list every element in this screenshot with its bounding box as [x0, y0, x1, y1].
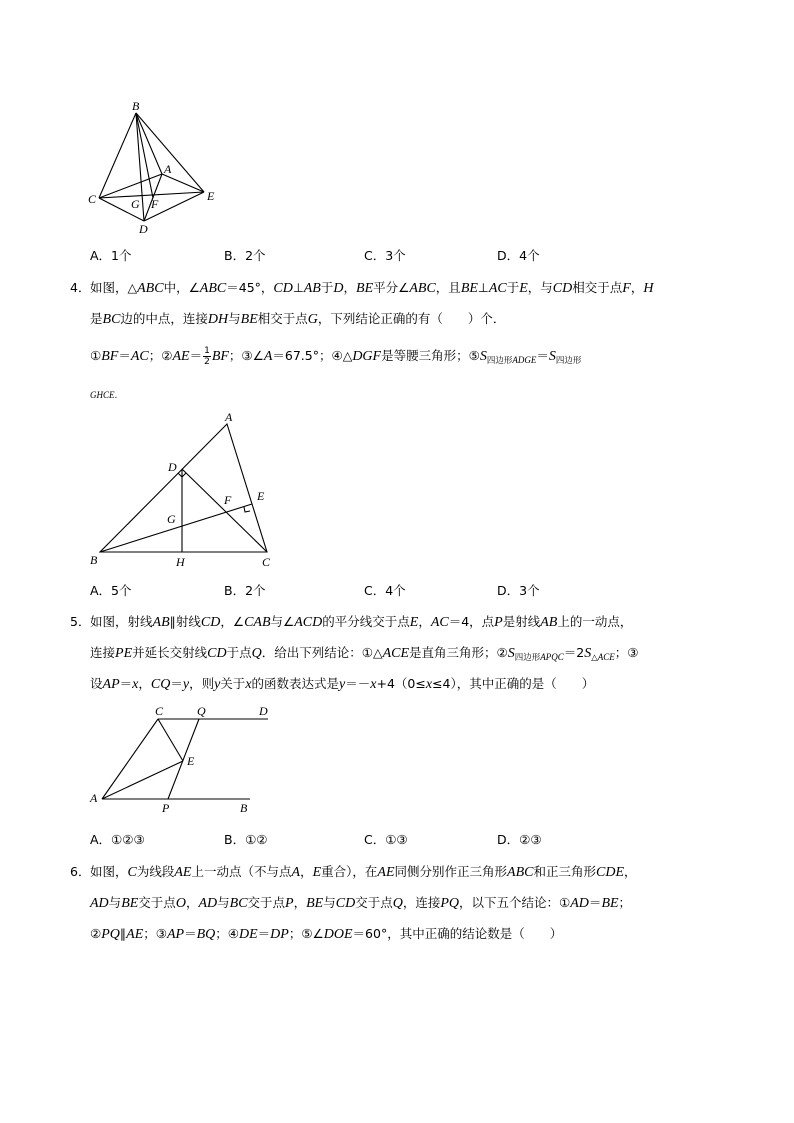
text: 于点: [226, 645, 252, 660]
text: ，以下五个结论：①: [459, 895, 571, 910]
q5-option-d[interactable]: D．②③: [497, 832, 542, 847]
q6-line-1: [70, 856, 637, 888]
text: 为线段: [136, 864, 175, 879]
text: ＝60°，其中正确的结论数是（ ）: [352, 926, 563, 941]
text: 与∠: [270, 614, 295, 629]
q6-number: 6．: [70, 864, 91, 879]
subscript: 四边形: [514, 653, 541, 663]
text: ＝: [588, 895, 602, 910]
var: PQ: [101, 927, 120, 942]
text: ＝: [184, 926, 197, 941]
text: 交于点: [247, 895, 286, 910]
var: y: [182, 677, 190, 692]
label-E: E: [257, 489, 265, 503]
text: 交于点: [355, 895, 393, 910]
var: x: [425, 677, 433, 692]
text: 的函数表达式是: [251, 676, 340, 691]
text: 设: [90, 676, 103, 691]
var: AC: [130, 349, 149, 364]
text: 与: [323, 895, 336, 910]
text: ；③∠: [228, 348, 264, 363]
text: 边的中点，连接: [120, 311, 208, 326]
text: ，与: [527, 280, 553, 295]
text: 平分∠: [373, 280, 410, 295]
var: DH: [207, 312, 229, 327]
q6-line-2: [90, 887, 631, 919]
text: ≤4），其中正确的是（ ）: [432, 676, 595, 691]
text: ⊥: [477, 280, 489, 295]
text: +4（0≤: [376, 676, 426, 691]
text: 是直角三角形；②: [409, 645, 508, 660]
var: AC: [430, 615, 449, 630]
var: BE: [240, 312, 258, 327]
var: AE: [172, 349, 190, 364]
text: ∥: [119, 926, 127, 941]
text: 与: [217, 895, 230, 910]
var: x: [245, 677, 252, 692]
text: ，: [343, 280, 357, 295]
subscript: 四边形: [555, 356, 582, 366]
text: ；②: [148, 348, 173, 363]
var: BE: [306, 896, 324, 911]
var: C: [127, 865, 137, 880]
text: ＝45°，: [226, 280, 274, 295]
var: AB: [152, 615, 170, 630]
var: E: [519, 281, 528, 296]
subscript: 四边形: [486, 356, 513, 366]
var: AE: [377, 865, 395, 880]
var: y: [214, 677, 221, 692]
text: 是: [90, 311, 103, 326]
var: D: [333, 281, 344, 296]
text: ①: [90, 348, 102, 363]
text: 关于: [220, 676, 246, 691]
figure-q5-svg: [0, 0, 300, 830]
label-D: D: [168, 460, 177, 474]
text: 如图，射线: [90, 614, 153, 629]
text: ，∠: [220, 614, 245, 629]
q3-option-d[interactable]: D．4个: [497, 248, 540, 263]
label-F: F: [151, 197, 159, 211]
q4-option-c[interactable]: C．4个: [364, 583, 406, 598]
var: CAB: [244, 615, 271, 630]
text: 是等腰三角形；⑤: [381, 348, 480, 363]
text: ，: [418, 614, 431, 629]
text: ，: [624, 864, 637, 879]
q4-text: 如图，△: [90, 280, 138, 295]
q4-option-a[interactable]: A．5个: [90, 583, 132, 598]
var: CD: [200, 615, 221, 630]
var: DP: [270, 927, 289, 942]
segment-PQ: [168, 719, 199, 799]
var: DGF: [352, 349, 382, 364]
label-F: F: [224, 493, 232, 507]
subscript-var: ADGE: [512, 355, 537, 365]
segment-AC: [102, 719, 158, 799]
var: ACD: [294, 615, 323, 630]
var: E: [409, 615, 419, 630]
var: CD: [552, 281, 573, 296]
var: S: [479, 349, 487, 364]
label-E: E: [207, 189, 215, 203]
q4-option-d[interactable]: D．3个: [497, 583, 540, 598]
var: ABC: [199, 281, 227, 296]
text: ，下列结论正确的有（ ）个．: [317, 311, 506, 326]
text: ，则: [189, 676, 215, 691]
var: O: [175, 896, 186, 911]
label-A: A: [164, 162, 172, 176]
var: x: [370, 677, 377, 692]
text: 上的一动点，: [557, 614, 633, 629]
text: ，: [185, 895, 199, 910]
text: 上一动点（不与点: [191, 864, 292, 879]
var: AB: [540, 615, 558, 630]
var: AB: [303, 281, 321, 296]
var: Q: [251, 646, 262, 661]
var: DOE: [323, 927, 353, 942]
text: ，: [630, 280, 644, 295]
q3-option-c[interactable]: C．3个: [364, 248, 406, 263]
var: A: [291, 865, 301, 880]
text: ＝: [189, 348, 203, 363]
var: ACE: [382, 646, 410, 661]
var: AE: [126, 927, 144, 942]
var: BC: [102, 312, 121, 327]
text: 与: [108, 895, 122, 910]
text: 交于点: [138, 895, 176, 910]
text: ，: [138, 676, 151, 691]
text: 相交于点: [257, 311, 308, 326]
var: ABC: [409, 281, 436, 296]
var: S: [584, 646, 592, 661]
label-C: C: [262, 555, 271, 569]
label-E: E: [187, 754, 195, 768]
text: ＝: [257, 926, 271, 941]
label-G: G: [131, 197, 140, 211]
subscript: △: [591, 653, 598, 663]
var: E: [312, 865, 322, 880]
var: CDE: [596, 865, 624, 880]
subscript-var: ACE: [597, 652, 615, 662]
text: ＝: [536, 348, 549, 363]
text: ；③: [614, 645, 639, 660]
text: ②: [90, 926, 102, 941]
var: y: [339, 677, 346, 692]
var: A: [263, 349, 273, 364]
text: 中，∠: [163, 280, 200, 295]
var: BF: [101, 349, 119, 364]
var: AP: [102, 677, 120, 692]
q4-number: 4．: [70, 280, 91, 295]
text: 的平分线交于点: [322, 614, 410, 629]
var: P: [285, 896, 294, 911]
text: ＝4，点: [448, 614, 495, 629]
segment-AE: [102, 761, 183, 799]
label-C: C: [88, 192, 97, 206]
label-H: H: [176, 555, 185, 569]
var: AC: [488, 281, 507, 296]
text: ∥射线: [169, 614, 201, 629]
label-A: A: [225, 410, 233, 424]
q5-option-b[interactable]: B．①②: [224, 832, 268, 847]
text: 与: [228, 311, 241, 326]
q3-option-a[interactable]: A．1个: [90, 248, 132, 263]
label-D: D: [139, 222, 148, 236]
text: 连接: [90, 645, 116, 660]
var: BE: [356, 281, 374, 296]
text: 并延长交射线: [132, 645, 208, 660]
var: CD: [335, 896, 356, 911]
label-C: C: [155, 704, 164, 718]
var: Q: [392, 896, 403, 911]
var: AD: [90, 896, 109, 911]
label-P: P: [162, 801, 170, 815]
text: ＝67.5°；④△: [272, 348, 353, 363]
var: G: [307, 312, 318, 327]
var: PE: [115, 646, 133, 661]
var: S: [507, 646, 515, 661]
text: 同侧分别作正三角形: [394, 864, 508, 879]
text: ；④: [215, 926, 239, 941]
q3-option-b[interactable]: B．2个: [224, 248, 266, 263]
var: ABC: [507, 865, 534, 880]
text: ，: [293, 895, 307, 910]
var: BE: [121, 896, 139, 911]
text: ＝－: [345, 676, 371, 691]
text: 于: [320, 280, 334, 295]
q5-option-a[interactable]: A．①②③: [90, 832, 145, 847]
var: DE: [238, 927, 258, 942]
text: 相交于点: [572, 280, 623, 295]
q5-option-c[interactable]: C．①③: [364, 832, 408, 847]
text: 是射线: [502, 614, 541, 629]
var: CQ: [150, 677, 171, 692]
var: S: [548, 349, 556, 364]
text: 和正三角形: [533, 864, 596, 879]
text: ＝: [118, 348, 131, 363]
q5-number: 5．: [70, 614, 91, 629]
var: BQ: [196, 927, 216, 942]
var: x: [132, 677, 139, 692]
var: CD: [207, 646, 227, 661]
text: ⊥: [292, 280, 304, 295]
text: ；: [618, 895, 632, 910]
var: BF: [211, 349, 229, 364]
segment-CE: [158, 719, 183, 761]
text: ，: [300, 864, 313, 879]
subscript-var: GHCE: [90, 390, 115, 400]
var: BE: [601, 896, 619, 911]
var: P: [494, 615, 503, 630]
text: ，且: [435, 280, 461, 295]
text: 重合），在: [321, 864, 378, 879]
q6-line-3: [90, 918, 562, 950]
var: BC: [229, 896, 248, 911]
var: F: [622, 281, 631, 296]
var: AD: [198, 896, 218, 911]
period: .: [114, 391, 118, 401]
text: ＝2: [563, 645, 585, 660]
text: ；③: [143, 926, 167, 941]
var: ABC: [137, 281, 164, 296]
var: AE: [174, 865, 192, 880]
label-D: D: [259, 704, 268, 718]
figure-q5: [0, 0, 300, 830]
var: PQ: [440, 896, 460, 911]
text: ；⑤∠: [288, 926, 324, 941]
label-B: B: [90, 553, 98, 567]
var: BE: [460, 281, 478, 296]
text: ＝: [119, 676, 133, 691]
var: AD: [570, 896, 589, 911]
text: 如图，: [90, 864, 128, 879]
label-B: B: [240, 801, 248, 815]
var: AP: [166, 927, 185, 942]
subscript-var: APQC: [540, 652, 564, 662]
var: CD: [273, 281, 293, 296]
text: ，连接: [402, 895, 441, 910]
text: ＝: [170, 676, 183, 691]
label-B: B: [132, 99, 140, 113]
label-Q: Q: [197, 704, 206, 718]
q4-option-b[interactable]: B．2个: [224, 583, 266, 598]
label-G: G: [167, 512, 176, 526]
denominator: 2: [204, 357, 210, 367]
var: H: [643, 281, 654, 296]
label-A: A: [90, 791, 98, 805]
numerator: 1: [204, 346, 210, 356]
text: 于: [506, 280, 520, 295]
text: ．给出下列结论：①△: [261, 645, 383, 660]
